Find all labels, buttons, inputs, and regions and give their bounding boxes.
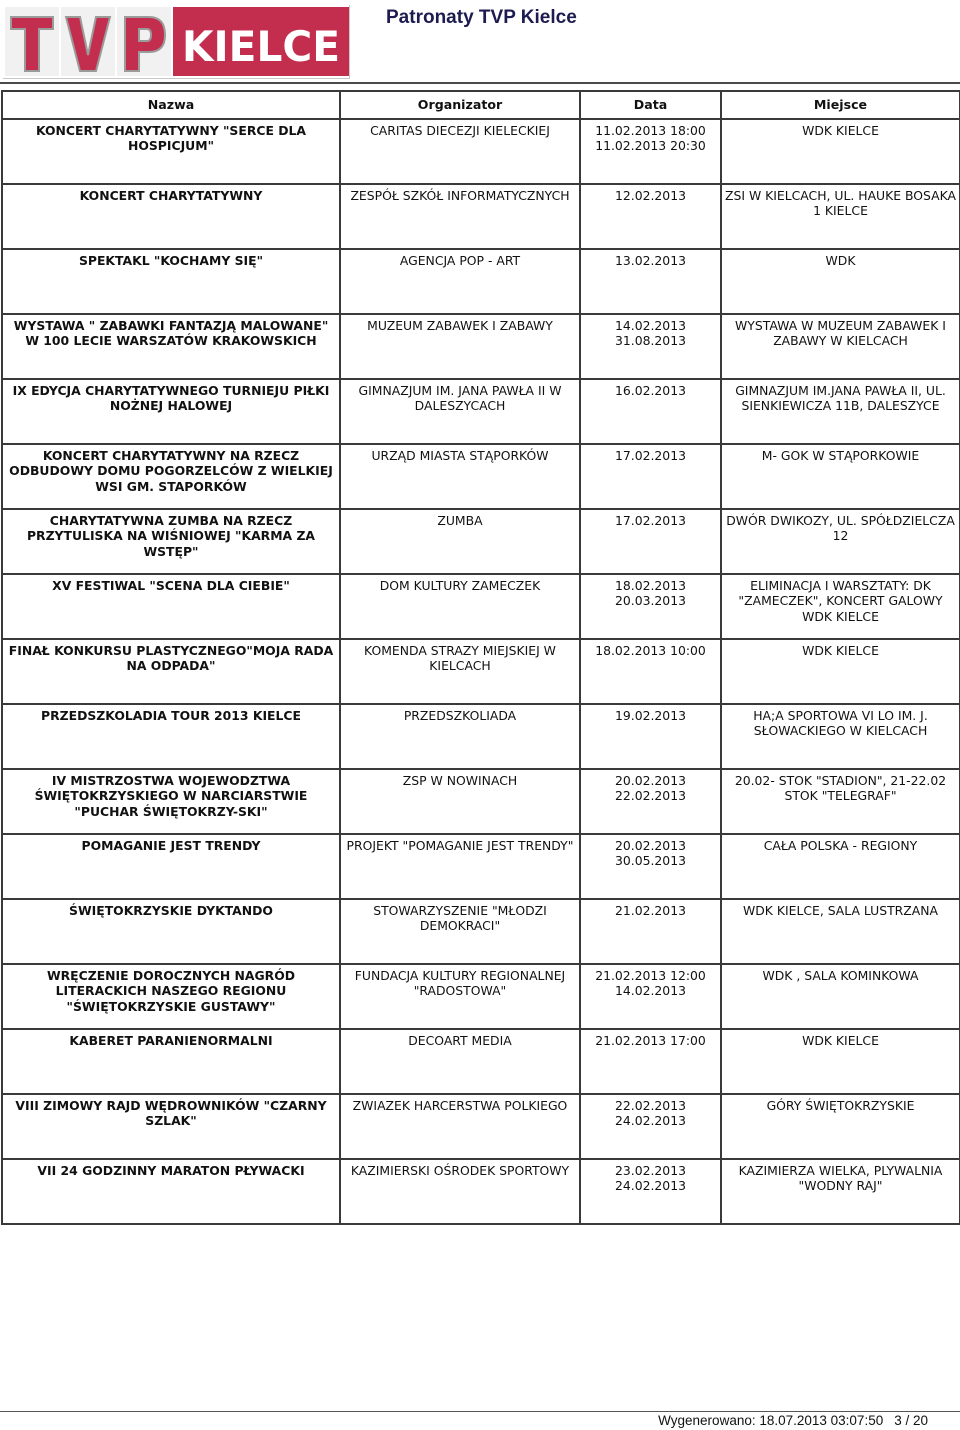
event-name: KONCERT CHARYTATYWNY (2, 184, 340, 249)
column-header-date: Data (580, 91, 721, 119)
event-name: KONCERT CHARYTATYWNY NA RZECZ ODBUDOWY DOMU POGORZELCÓW Z WIELKIEJ WSI GM. STAPORKÓW (2, 444, 340, 509)
event-organizer: KAZIMIERSKI OŚRODEK SPORTOWY (340, 1159, 580, 1224)
event-organizer: STOWARZYSZENIE "MŁODZI DEMOKRACI" (340, 899, 580, 964)
tvp-kielce-logo (3, 5, 350, 79)
event-organizer: MUZEUM ZABAWEK I ZABAWY (340, 314, 580, 379)
table-row (2, 249, 960, 314)
table-row (2, 1159, 960, 1224)
event-name: WRĘCZENIE DOROCZNYCH NAGRÓD LITERACKICH NASZEGO REGIONU "ŚWIĘTOKRZYSKIE GUSTAWY" (2, 964, 340, 1029)
event-name: XV FESTIWAL "SCENA DLA CIEBIE" (2, 574, 340, 639)
generated-timestamp: Wygenerowano: 18.07.2013 03:07:50 (658, 1413, 884, 1428)
event-date: 14.02.2013 31.08.2013 (580, 314, 721, 379)
event-place: ZSI W KIELCACH, UL. HAUKE BOSAKA 1 KIELCE (721, 184, 960, 249)
event-name: POMAGANIE JEST TRENDY (2, 834, 340, 899)
event-name: VIII ZIMOWY RAJD WĘDROWNIKÓW "CZARNY SZLAK" (2, 1094, 340, 1159)
event-name: PRZEDSZKOLADIA TOUR 2013 KIELCE (2, 704, 340, 769)
event-date: 18.02.2013 10:00 (580, 639, 721, 704)
event-place: CAŁA POLSKA - REGIONY (721, 834, 960, 899)
event-organizer: PRZEDSZKOLIADA (340, 704, 580, 769)
event-organizer: CARITAS DIECEZJI KIELECKIEJ (340, 119, 580, 184)
event-name: WYSTAWA " ZABAWKI FANTAZJĄ MALOWANE" W 100 LECIE WARSZATÓW KRAKOWSKICH (2, 314, 340, 379)
event-place: WDK , SALA KOMINKOWA (721, 964, 960, 1029)
event-name: SPEKTAKL "KOCHAMY SIĘ" (2, 249, 340, 314)
event-date: 13.02.2013 (580, 249, 721, 314)
event-name: VII 24 GODZINNY MARATON PŁYWACKI (2, 1159, 340, 1224)
event-date: 17.02.2013 (580, 444, 721, 509)
event-place: M- GOK W STĄPORKOWIE (721, 444, 960, 509)
event-place: GÓRY ŚWIĘTOKRZYSKIE (721, 1094, 960, 1159)
event-name: KABERET PARANIENORMALNI (2, 1029, 340, 1094)
footer-divider (0, 1411, 960, 1412)
event-date: 23.02.2013 24.02.2013 (580, 1159, 721, 1224)
event-place: WDK KIELCE, SALA LUSTRZANA (721, 899, 960, 964)
table-row (2, 314, 960, 379)
page-title: Patronaty TVP Kielce (386, 7, 577, 28)
table-row (2, 704, 960, 769)
event-place: WDK KIELCE (721, 639, 960, 704)
event-organizer: DOM KULTURY ZAMECZEK (340, 574, 580, 639)
table-row (2, 1094, 960, 1159)
header-divider (0, 82, 960, 84)
event-organizer: ZSP W NOWINACH (340, 769, 580, 834)
event-organizer: ZUMBA (340, 509, 580, 574)
event-date: 21.02.2013 (580, 899, 721, 964)
table-row (2, 509, 960, 574)
event-organizer: KOMENDA STRAZY MIEJSKIEJ W KIELCACH (340, 639, 580, 704)
column-header-place: Miejsce (721, 91, 960, 119)
event-date: 16.02.2013 (580, 379, 721, 444)
events-table (1, 90, 960, 1225)
event-date: 19.02.2013 (580, 704, 721, 769)
event-date: 20.02.2013 30.05.2013 (580, 834, 721, 899)
event-date: 21.02.2013 12:00 14.02.2013 (580, 964, 721, 1029)
event-date: 20.02.2013 22.02.2013 (580, 769, 721, 834)
event-organizer: GIMNAZJUM IM. JANA PAWŁA II W DALESZYCACH (340, 379, 580, 444)
event-date: 17.02.2013 (580, 509, 721, 574)
table-row (2, 899, 960, 964)
table-row (2, 184, 960, 249)
events-table-body (2, 119, 960, 1224)
event-name: IX EDYCJA CHARYTATYWNEGO TURNIEJU PIŁKI NOŻNEJ HALOWEJ (2, 379, 340, 444)
event-name: CHARYTATYWNA ZUMBA NA RZECZ PRZYTULISKA NA WIŚNIOWEJ "KARMA ZA WSTĘP" (2, 509, 340, 574)
event-organizer: AGENCJA POP - ART (340, 249, 580, 314)
table-row (2, 639, 960, 704)
table-row (2, 119, 960, 184)
event-place: 20.02- STOK "STADION", 21-22.02 STOK "TELEGRAF" (721, 769, 960, 834)
event-organizer: ZWIAZEK HARCERSTWA POLKIEGO (340, 1094, 580, 1159)
footer (658, 1413, 928, 1428)
page-number: 3 / 20 (894, 1413, 928, 1428)
event-place: HA;A SPORTOWA VI LO IM. J. SŁOWACKIEGO W KIELCACH (721, 704, 960, 769)
event-date: 21.02.2013 17:00 (580, 1029, 721, 1094)
event-organizer: URZĄD MIASTA STĄPORKÓW (340, 444, 580, 509)
event-place: WDK KIELCE (721, 1029, 960, 1094)
event-organizer: FUNDACJA KULTURY REGIONALNEJ "RADOSTOWA" (340, 964, 580, 1029)
event-place: GIMNAZJUM IM.JANA PAWŁA II, UL. SIENKIEWICZA 11B, DALESZYCE (721, 379, 960, 444)
column-header-organizer: Organizator (340, 91, 580, 119)
event-name: KONCERT CHARYTATYWNY "SERCE DLA HOSPICJUM" (2, 119, 340, 184)
event-name: FINAŁ KONKURSU PLASTYCZNEGO"MOJA RADA NA ODPADA" (2, 639, 340, 704)
event-place: WDK (721, 249, 960, 314)
logo-city-text: KIELCE (182, 22, 340, 71)
table-header-row (2, 91, 960, 119)
event-organizer: DECOART MEDIA (340, 1029, 580, 1094)
column-header-name: Nazwa (2, 91, 340, 119)
event-date: 11.02.2013 18:00 11.02.2013 20:30 (580, 119, 721, 184)
event-name: ŚWIĘTOKRZYSKIE DYKTANDO (2, 899, 340, 964)
event-place: ELIMINACJA I WARSZTATY: DK "ZAMECZEK", KONCERT GALOWY WDK KIELCE (721, 574, 960, 639)
logo-graphic (3, 5, 349, 78)
event-date: 22.02.2013 24.02.2013 (580, 1094, 721, 1159)
table-row (2, 769, 960, 834)
event-place: DWÓR DWIKOZY, UL. SPÓŁDZIELCZA 12 (721, 509, 960, 574)
event-organizer: ZESPÓŁ SZKÓŁ INFORMATYCZNYCH (340, 184, 580, 249)
event-organizer: PROJEKT "POMAGANIE JEST TRENDY" (340, 834, 580, 899)
table-row (2, 379, 960, 444)
table-row (2, 574, 960, 639)
event-place: WYSTAWA W MUZEUM ZABAWEK I ZABAWY W KIELCACH (721, 314, 960, 379)
event-date: 18.02.2013 20.03.2013 (580, 574, 721, 639)
table-row (2, 964, 960, 1029)
event-date: 12.02.2013 (580, 184, 721, 249)
table-row (2, 834, 960, 899)
table-row (2, 1029, 960, 1094)
event-name: IV MISTRZOSTWA WOJEWODZTWA ŚWIĘTOKRZYSKIEGO W NARCIARSTWIE "PUCHAR ŚWIĘTOKRZY-SKI" (2, 769, 340, 834)
table-row (2, 444, 960, 509)
event-place: WDK KIELCE (721, 119, 960, 184)
event-place: KAZIMIERZA WIELKA, PLYWALNIA "WODNY RAJ" (721, 1159, 960, 1224)
